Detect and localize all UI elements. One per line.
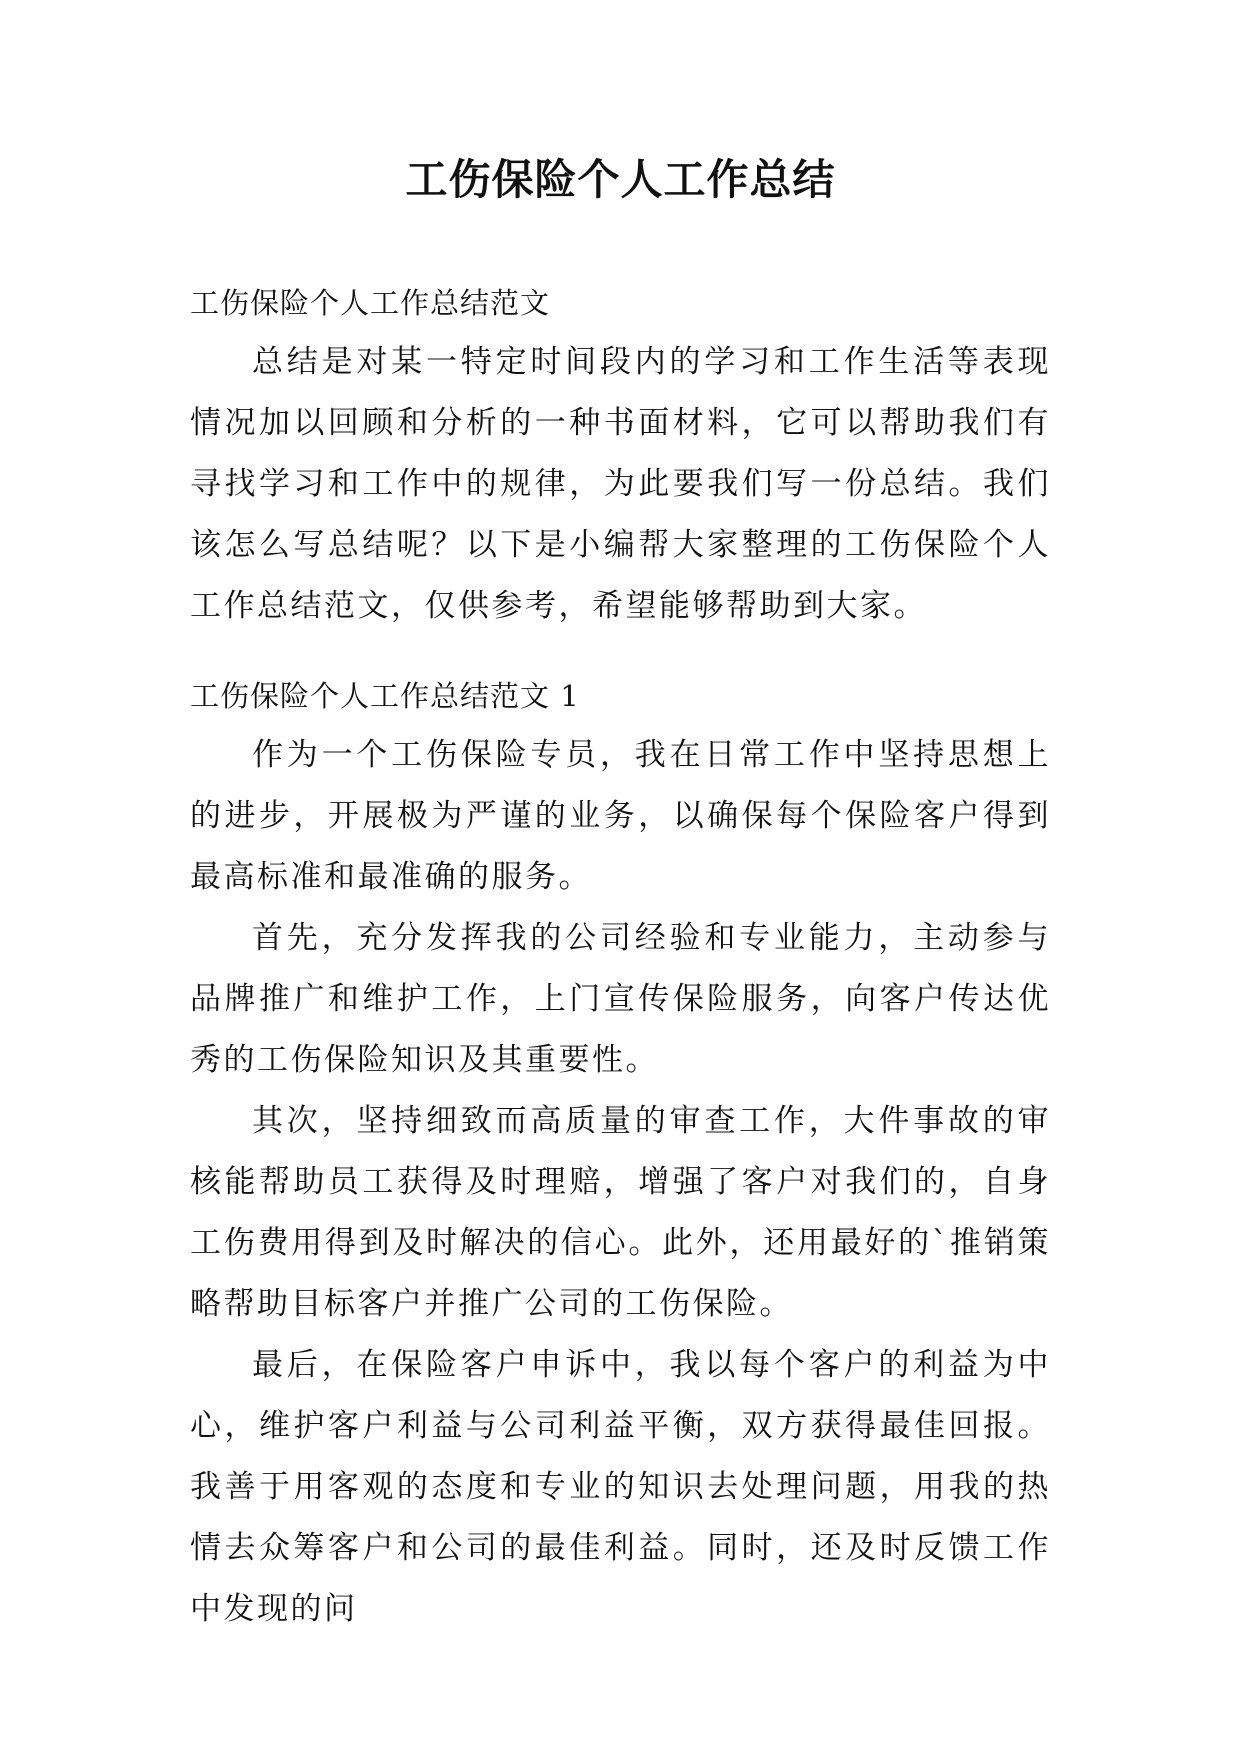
- intro-heading: 工伤保险个人工作总结范文: [190, 286, 551, 320]
- section-1-paragraph-2: 首先，充分发挥我的公司经验和专业能力，主动参与品牌推广和维护工作，上门宣传保险服务，向客户传达优秀的工伤保险知识及其重要性。: [190, 920, 1051, 1078]
- section-1-paragraph-4: 最后，在保险客户申诉中，我以每个客户的利益为中心，维护客户利益与公司利益平衡，双方获得最佳回报。我善于用客观的态度和专业的知识去处理问题，用我的热情去众筹客户和公司的最佳利益。同时，还及时反馈工作中发现的问: [190, 1347, 1051, 1627]
- section-1-paragraph-1: 作为一个工伤保险专员，我在日常工作中坚持思想上的进步，开展极为严谨的业务，以确保每个保险客户得到最高标准和最准确的服务。: [190, 737, 1051, 895]
- document-title: 工伤保险个人工作总结: [405, 155, 836, 204]
- intro-paragraph: 总结是对某一特定时间段内的学习和工作生活等表现情况加以回顾和分析的一种书面材料，它可以帮助我们有寻找学习和工作中的规律，为此要我们写一份总结。我们该怎么写总结呢？以下是小编帮大家整理的工伤保险个人工作总结范文，仅供参考，希望能够帮助到大家。: [190, 344, 1051, 624]
- section-1-paragraph-3: 其次，坚持细致而高质量的审查工作，大件事故的审核能帮助员工获得及时理赔，增强了客户对我们的，自身工伤费用得到及时解决的信心。此外，还用最好的`推销策略帮助目标客户并推广公司的工伤保险。: [190, 1103, 1051, 1322]
- section-1-heading: 工伤保险个人工作总结范文 1: [190, 679, 580, 713]
